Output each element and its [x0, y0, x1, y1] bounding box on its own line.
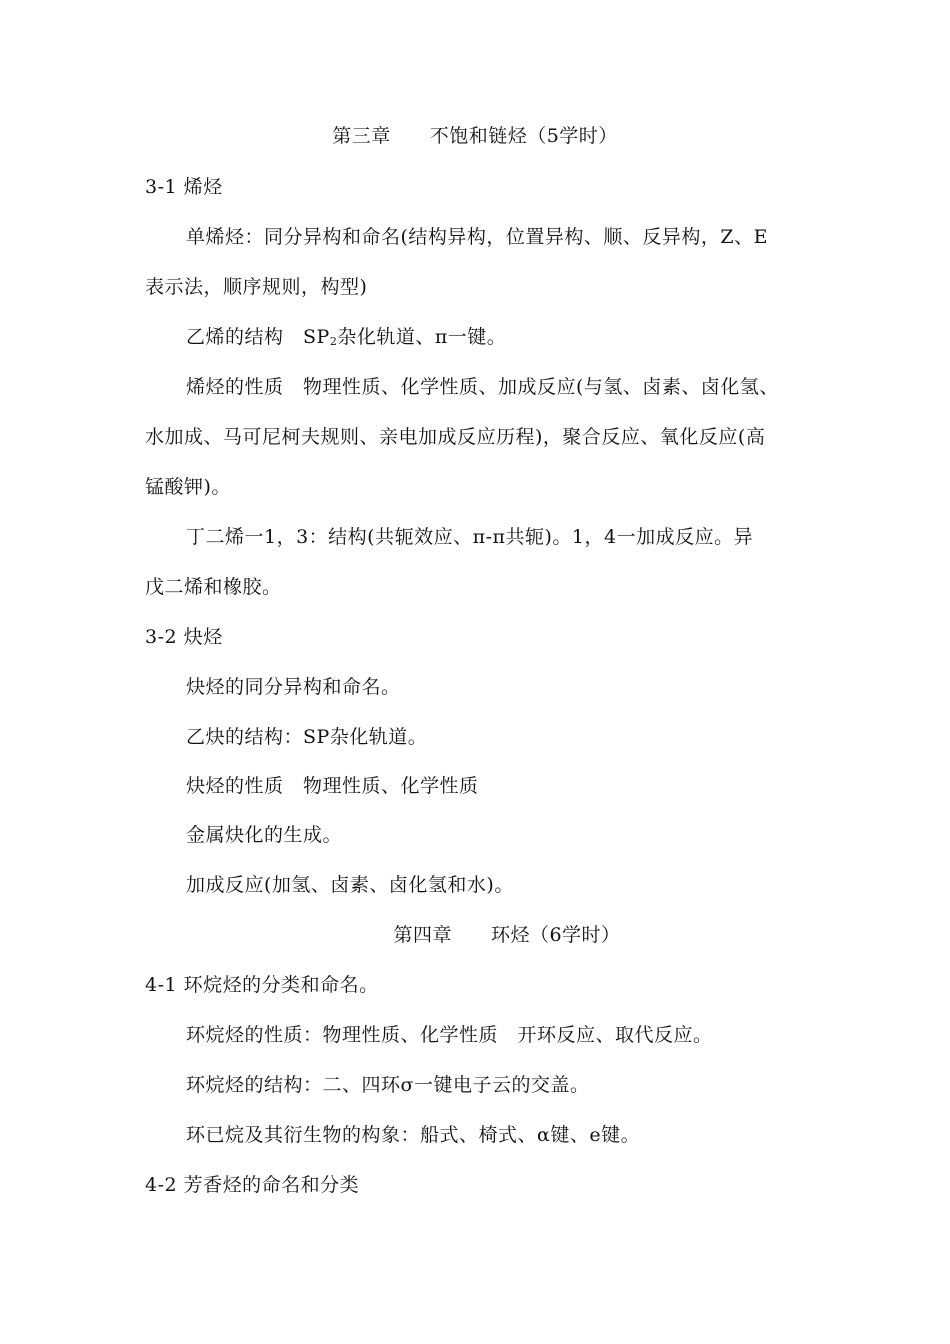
paragraph-line: 丁二烯一1，3：结构(共轭效应、π-π共轭)。1，4一加成反应。异 [186, 526, 754, 548]
text-span: 乙烯的结构 SP [186, 326, 330, 348]
section-4-2-title: 4-2 芳香烃的命名和分类 [145, 1174, 360, 1196]
text-span: 杂化轨道、π一键。 [337, 326, 507, 348]
ethylene-structure-line [186, 324, 506, 355]
paragraph-line: 锰酸钾)。 [145, 476, 231, 498]
paragraph-line: 表示法，顺序规则，构型) [145, 276, 368, 298]
subscript: 2 [329, 335, 338, 348]
section-4-1-title: 4-1 环烷烃的分类和命名。 [145, 974, 379, 996]
paragraph-line: 环烷烃的结构：二、四环σ一键电子云的交盖。 [186, 1074, 590, 1096]
section-3-2-title: 3-2 炔烃 [145, 626, 223, 648]
paragraph-line: 乙炔的结构：SP杂化轨道。 [186, 726, 428, 748]
paragraph-line: 加成反应(加氢、卤素、卤化氢和水)。 [186, 874, 514, 896]
paragraph-line: 单烯烃：同分异构和命名(结构异构，位置异构、顺、反异构，Z、E [186, 226, 768, 248]
paragraph-line: 环烷烃的性质：物理性质、化学性质 开环反应、取代反应。 [186, 1024, 713, 1046]
chapter-3-heading: 第三章 不饱和链烃（5学时） [332, 125, 618, 147]
paragraph-line: 炔烃的同分异构和命名。 [186, 676, 401, 698]
paragraph-line: 烯烃的性质 物理性质、化学性质、加成反应(与氢、卤素、卤化氢、 [186, 376, 779, 398]
paragraph-line: 炔烃的性质 物理性质、化学性质 [186, 775, 479, 797]
paragraph-line: 金属炔化的生成。 [186, 824, 343, 846]
paragraph-line: 水加成、马可尼柯夫规则、亲电加成反应历程)，聚合反应、氧化反应(高 [145, 426, 766, 448]
section-3-1-title: 3-1 烯烃 [145, 176, 223, 198]
paragraph-line: 戊二烯和橡胶。 [145, 576, 282, 598]
chapter-4-heading: 第四章 环烃（6学时） [393, 924, 621, 946]
paragraph-line: 环已烷及其衍生物的构象：船式、椅式、α键、e键。 [186, 1124, 641, 1146]
